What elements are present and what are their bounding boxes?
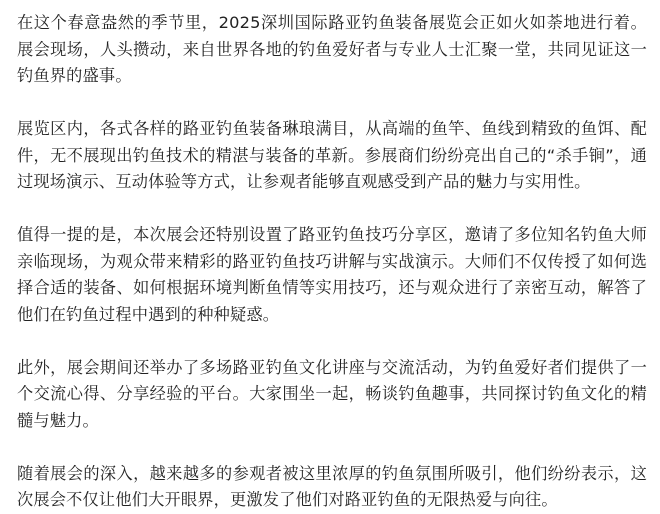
article-body (17, 10, 647, 514)
paragraph-exhibition-area: 展览区内，各式各样的路亚钓鱼装备琳琅满目，从高端的鱼竿、鱼线到精致的鱼饵、配件，无不展现出钓鱼技术的精湛与装备的革新。参展商们纷纷亮出自己的“杀手锏”，通过现场演示、互动体验等方式，让参观者能够直观感受到产品的魅力与实用性。 (17, 119, 647, 191)
paragraph-culture-lectures: 此外，展会期间还举办了多场路亚钓鱼文化讲座与交流活动，为钓鱼爱好者们提供了一个交流心得、分享经验的平台。大家围坐一起，畅谈钓鱼趣事，共同探讨钓鱼文化的精髓与魅力。 (17, 357, 647, 430)
paragraph-skills-sharing: 值得一提的是，本次展会还特别设置了路亚钓鱼技巧分享区，邀请了多位知名钓鱼大师亲临现场，为观众带来精彩的路亚钓鱼技巧讲解与实战演示。大师们不仅传授了如何选择合适的装备、如何根据环境判断鱼情等实用技巧，还与观众进行了亲密互动，解答了他们在钓鱼过程中遇到的种种疑惑。 (17, 225, 647, 324)
paragraph-intro: 在这个春意盎然的季节里，2025深圳国际路亚钓鱼装备展览会正如火如荼地进行着。展会现场，人头攒动，来自世界各地的钓鱼爱好者与专业人士汇聚一堂，共同见证这一钓鱼界的盛事。 (17, 13, 647, 85)
paragraph-conclusion: 随着展会的深入，越来越多的参观者被这里浓厚的钓鱼氛围所吸引，他们纷纷表示，这次展会不仅让他们大开眼界，更激发了他们对路亚钓鱼的无限热爱与向往。 (17, 463, 647, 509)
